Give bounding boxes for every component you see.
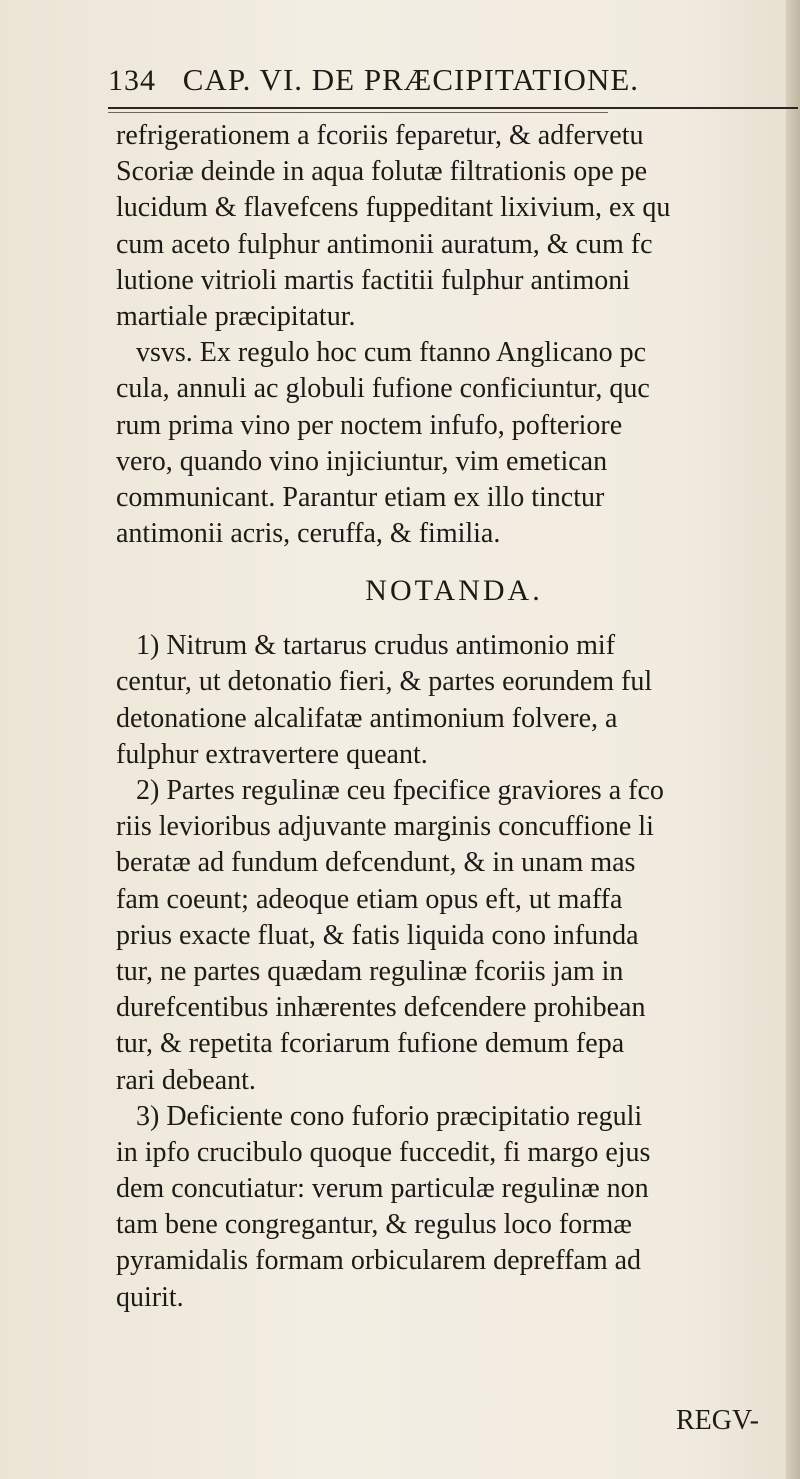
section-heading: NOTANDA. [365,574,543,608]
header-rule [108,107,798,109]
note-line: pyramidalis formam orbicularem depreffam ad [116,1245,642,1277]
text-line: cula, annuli ac globuli fufione conficiuntur, quc [116,373,650,405]
header-rule-thin [108,112,608,113]
note-line: riis levioribus adjuvante marginis concuffione li [116,811,654,843]
catchword: REGV- [676,1405,759,1436]
text-line: refrigerationem a fcoriis feparetur, & adfervetu [116,120,644,151]
text-line: rum prima vino per noctem infufo, pofteriore [116,409,623,441]
note-line: fam coeunt; adeoque etiam opus eft, ut maffa [116,883,623,915]
note-line: prius exacte fluat, & fatis liquida cono infunda [116,919,639,951]
note-line: tam bene congregantur, & regulus loco formæ [116,1209,632,1241]
note-line: quirit. [116,1281,184,1313]
note-line: dem concutiatur: verum particulæ regulinæ non [116,1173,649,1205]
note-line: detonatione alcalifatæ antimonium folvere, a [116,702,618,734]
note-line: centur, ut detonatio fieri, & partes eorundem ful [116,666,653,698]
note-line: durefcentibus inhærentes defcendere prohibean [116,992,646,1024]
text-line: antimonii acris, ceruffa, & fimilia. [116,518,501,550]
text-line: communicant. Parantur etiam ex illo tinctur [116,481,605,513]
note-line: fulphur extravertere queant. [116,738,428,770]
text-line: Scoriæ deinde in aqua folutæ filtrationis ope pe [116,156,648,188]
note-line: 2) Partes regulinæ ceu fpecifice graviores a fco [136,775,664,806]
note-line: tur, ne partes quædam regulinæ fcoriis jam in [116,955,624,987]
note-line: rari debeant. [116,1064,256,1096]
text-line: vsvs. Ex regulo hoc cum ftanno Anglicano pc [136,337,647,369]
page-number: 134 [108,64,156,97]
text-line: vero, quando vino injiciuntur, vim emetican [116,445,608,477]
note-line: in ipfo crucibulo quoque fuccedit, fi margo ejus [116,1136,651,1168]
text-line: martiale præcipitatur. [116,300,356,332]
main-text [116,118,792,1316]
note-line: 3) Deficiente cono fuforio præcipitatio reguli [136,1100,643,1132]
text-line: lucidum & flavefcens fuppeditant lixivium, ex qu [116,192,671,224]
note-line: 1) Nitrum & tartarus crudus antimonio mif [136,630,616,662]
note-line: beratæ ad fundum defcendunt, & in unam mas [116,847,636,879]
running-title: CAP. VI. DE PRÆCIPITATIONE. [182,62,640,97]
running-header [108,62,768,102]
note-line: tur, & repetita fcoriarum fufione demum fepa [116,1028,625,1060]
text-line: cum aceto fulphur antimonii auratum, & cum fc [116,228,653,260]
text-line: lutione vitrioli martis factitii fulphur antimoni [116,264,631,296]
